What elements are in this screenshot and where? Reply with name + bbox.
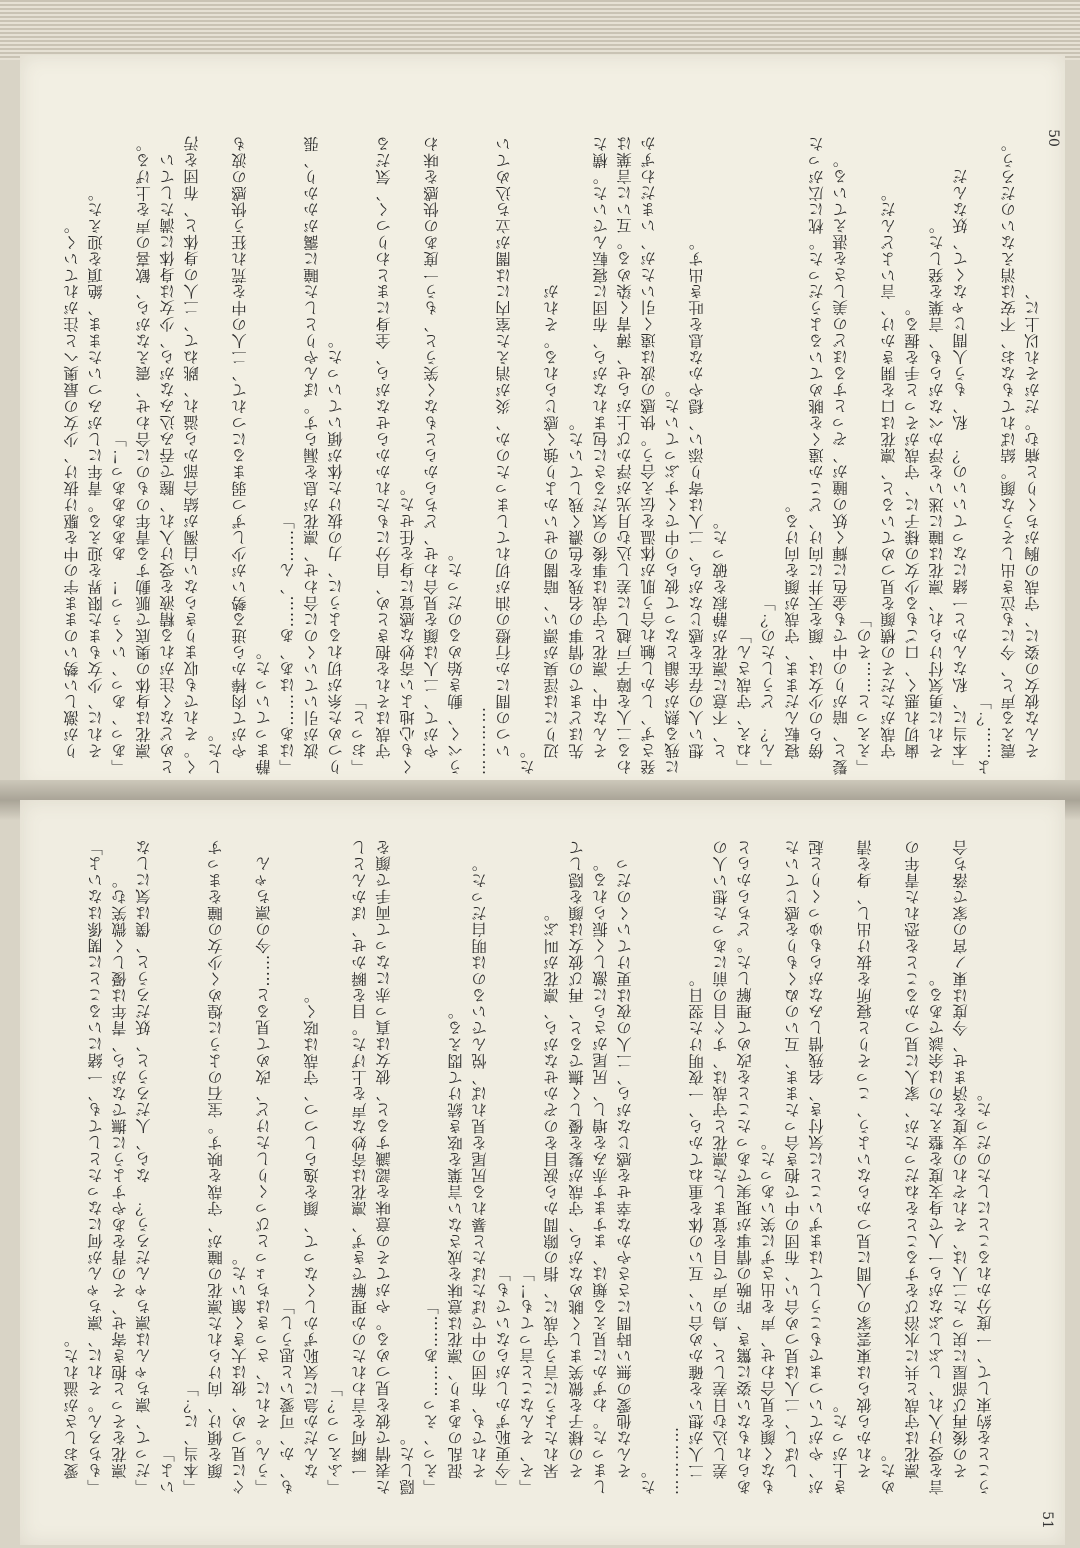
paragraph: 「本当、に？」 — [183, 1380, 201, 1495]
paragraph: 歯切れ悪く、口ごもる少女の様子に、守哉がそっと手を握る。 — [904, 300, 922, 760]
text-column-bottom-right — [565, 830, 1020, 1495]
paragraph: そんな彼女の姿に、守哉の胸がちくりと痛む。だがそれ以上に、 — [1024, 283, 1042, 760]
paragraph: 混乱のあまり、凛花は意味を成さない言葉を呟き続けて悶える。 — [447, 1003, 465, 1480]
paragraph: そんな他愛の無い時間にささやかな幸せを感じながら、二人の夜は更けていくのだった。 — [616, 856, 658, 1495]
paragraph: それに、少女もまた限界を迎える。青年にしがみついたまま、絶頂を迎えた。 — [87, 185, 105, 760]
paragraph: やがて肉棒から迸る勢いが少しずつ弱まるにつれて、二人の中を荒れ狂う快感の波も静まっていった。 — [231, 136, 273, 775]
paragraph: 「だって、凛ちゃんは凛ちゃんだろう？ なら、人だろうと、妖だろうと、僕は気にしないよ」 — [135, 839, 177, 1495]
section-break: ………… — [471, 705, 489, 775]
paragraph: 顔を傾け、向けられた凛花の瞳が、守哉を映す。宝石のように煌めく少女の瞳をまっすぐに見つめ、彼は大きく頷いた。 — [207, 839, 249, 1495]
paragraph: 「本当に、私なんかと一緒になっていいの？ 私、もう人間じゃなくて、妖なんだよ……？」 — [952, 168, 994, 775]
paragraph: そんな中、凛花と守哉は事後の気だるさに包まれながら、布団に寝転んでいた。横たわる二人を障子戸越しに差し込む月光が浮かび上がらせ、薄青く染める。互いに言葉は発さず、しかし触れ合う肌が体温を伝え合う。快感の波は遠く引いたが、いまだわずかに残る熱が余韻となって彼らの中でくすぶっていた。 — [592, 135, 682, 775]
paragraph: 「ん？ どうしたの？」 — [760, 594, 778, 775]
paragraph: 想い人の存在を感じながら、二人は寄り添い、穏やかな息を吐き出す。 — [688, 234, 706, 760]
paragraph: 「そ、そんなこと言っても！」 — [519, 1265, 537, 1495]
page-number-top: 50 — [1045, 129, 1062, 147]
paragraph: 傍らの少女は、顔を天井に向け、どこか遠くを眺めているようだった。枕に広がった髪と、暗がりの中でも金色に輝く妖の瞳が、ぞっとするほどの美しさを湛えている。 — [808, 136, 850, 775]
paragraph: 波が引いていくのに合わせ、凛花が息を漏らす。ぼんやりとした瞳に靄がかかり、張りつめた糸が切れるように、力の抜けた体が傾いていった。 — [303, 136, 345, 775]
page-edge-stack — [0, 0, 1080, 60]
paragraph: 守哉がただその横顔を見つめていると、凛花は口を開きかけ、言いよどんだ。 — [880, 185, 898, 760]
paragraph: 「ええっと……その」 — [856, 611, 874, 775]
paragraph: 「うん。それに、さっきはちょっとびっくりしたけど、改めて見ると……今の凛ちゃんも、か、可愛いと思うし」 — [255, 855, 297, 1495]
paragraph: その様子を微笑ましく眺めながら、守哉が髪を優しく撫でると、再び彼女は顔を隠してしまった。わずかに見える頬は、ますます赤みを増し、尻尾がさらに激しく振られる。 — [568, 839, 610, 1495]
paragraph: 二人が想いを確かめ合い、互いの体を重ねてから、一夜明けた翌日。 — [688, 971, 706, 1480]
paragraph: それから彼らは東雲家の人間に見つからないよう、こっそりと寝所を抜け出し、身を清めた。 — [856, 839, 898, 1495]
paragraph: 「えっ、えっ……あ……」 — [423, 1298, 441, 1495]
text-column-top-right — [565, 125, 1042, 775]
paragraph: それに勇気付けられ、凛花は瞳に迷いを浮かべながらも、言葉を発した。 — [928, 218, 946, 760]
paragraph: 「今更恥ずかしがらないでも」 — [495, 1265, 513, 1495]
page-number-bottom: 51 — [1039, 1511, 1056, 1529]
text-column-bottom-left — [60, 830, 561, 1495]
paragraph: 震える声と、今にも泣き出しそうな顔。結ばれてもなお、不安は消えないのだろう。 — [1000, 136, 1018, 760]
paragraph: 辺りには淫臭が漂い、暗闇のせいかより強く感じられる。それが — [543, 283, 561, 760]
paragraph: それでも、布団の中でぱたぱたと暴れる尻尾を見れば、悦んでいるのは明白だった。 — [471, 856, 489, 1480]
paragraph: その後再び部屋に戻った二人は、それぞれの支度を済ませ、今度は東ノ宮の家で落ち合うことを約束して、一度分かれることにしたのだった。 — [952, 839, 994, 1495]
paragraph: と、不意に凛花が静寂を破った。 — [712, 513, 730, 760]
paragraph: なんだか急に気恥ずかしくなって、顔を逸らしつつ、守哉は呟く。 — [303, 987, 321, 1480]
section-break: ………… — [664, 1425, 682, 1495]
paragraph: しばし、二人は見つめ合い、布団の中で抱き合ったまま、互いのぬくもりを感じていたが、やがていつまでもこうしてはまずいことに気付き、名残惜しみながらもゆっくりと起き上がった。 — [784, 839, 850, 1495]
paragraph: 凛花をそっと抱き寄せ、その背をあやすように撫でながら、青年は優しく微笑む。 — [111, 872, 129, 1480]
paragraph: 呆れたように言う守哉に、指の隙間から涙目をのぞかせながら、凛花が叫ぶ。 — [543, 905, 561, 1480]
paragraph: 先ほどまでの情事の名残を色濃く残していた。 — [568, 415, 586, 760]
paragraph: 愛おしさが溢れた。 — [63, 1331, 81, 1480]
paragraph: 寝転んだまま、守哉が顔を向ける。 — [784, 497, 802, 760]
text-column-top-left — [60, 125, 561, 775]
paragraph: 一瞬何を言われたのか理解できず、凛花は奇妙な声を上げた。目を瞬かせ、ぽかんとした表情で彼を見つめる。やがてその意味を認識すると、彼女は真っ赤になって両手で顔を隠した。 — [351, 839, 417, 1495]
paragraph: 「ふえっっ？」 — [327, 1380, 345, 1495]
paragraph: 「あっ、あっ、いくぅっ！ あああああっ！」 — [111, 430, 129, 775]
paragraph: 「はあ……はあ、あ……、ん……」 — [279, 512, 297, 775]
paragraph: りが激しい勢いのまま宇の中を駆け抜け、少女の最奥へと注がれていく。 — [63, 218, 81, 760]
paragraph: 凛花は守哉と共に水浴びをすることをねだったが、家人に見つかることを恐れた青年の言を受け入れ、しぶしぶながら一人で身支度を整えたのは余談である。 — [904, 839, 946, 1495]
paragraph: 「ねえ、守哉さん」 — [736, 627, 754, 775]
paragraph: 「もちろん。それに、凛ちゃんが何になったとしても、一緒にいることに関係はないよ」 — [87, 839, 105, 1495]
paragraph: やがて、二人は顔を見合わせ、どちらからともなく笑うと、もう一度あの快感を味わうべく、動き始めるのだった。 — [423, 136, 465, 775]
paragraph: 守哉はそれを抱きとめ、自分にもたれかからせながら、全身にまとわりつく、気だるくも心地よい奇妙な感覚に身を任せた。 — [375, 136, 417, 775]
paragraph: 凛花は身体の奥底で脈動する青年のものに合わせ、震えながら、歓喜の声を上げる。とめどなく注がれる精液を受け入れ、膣で吞み込みながら、少女は身体に満たしていく。それでも収まりきらない白濁が結合部から溢れ、跳ねて、二人の身体と、布団を汚した。 — [135, 135, 225, 775]
paragraph: 「おっと」 — [351, 693, 369, 775]
paragraph: いつの間にか行燈の油が切れてしまったのか、炎が消えた室内には闇が立ち込めていた。 — [495, 136, 537, 775]
paragraph: 差し込む日差しと、鳥の声で目を覚ました凛花と守哉は、すぐ目の前にあった想い人のあられもない姿に驚き、昨晩の情事が現実であったことを改めて理解した。どちらからともなく顔を見合わせ、声を出さずに笑いあった。 — [712, 839, 778, 1495]
